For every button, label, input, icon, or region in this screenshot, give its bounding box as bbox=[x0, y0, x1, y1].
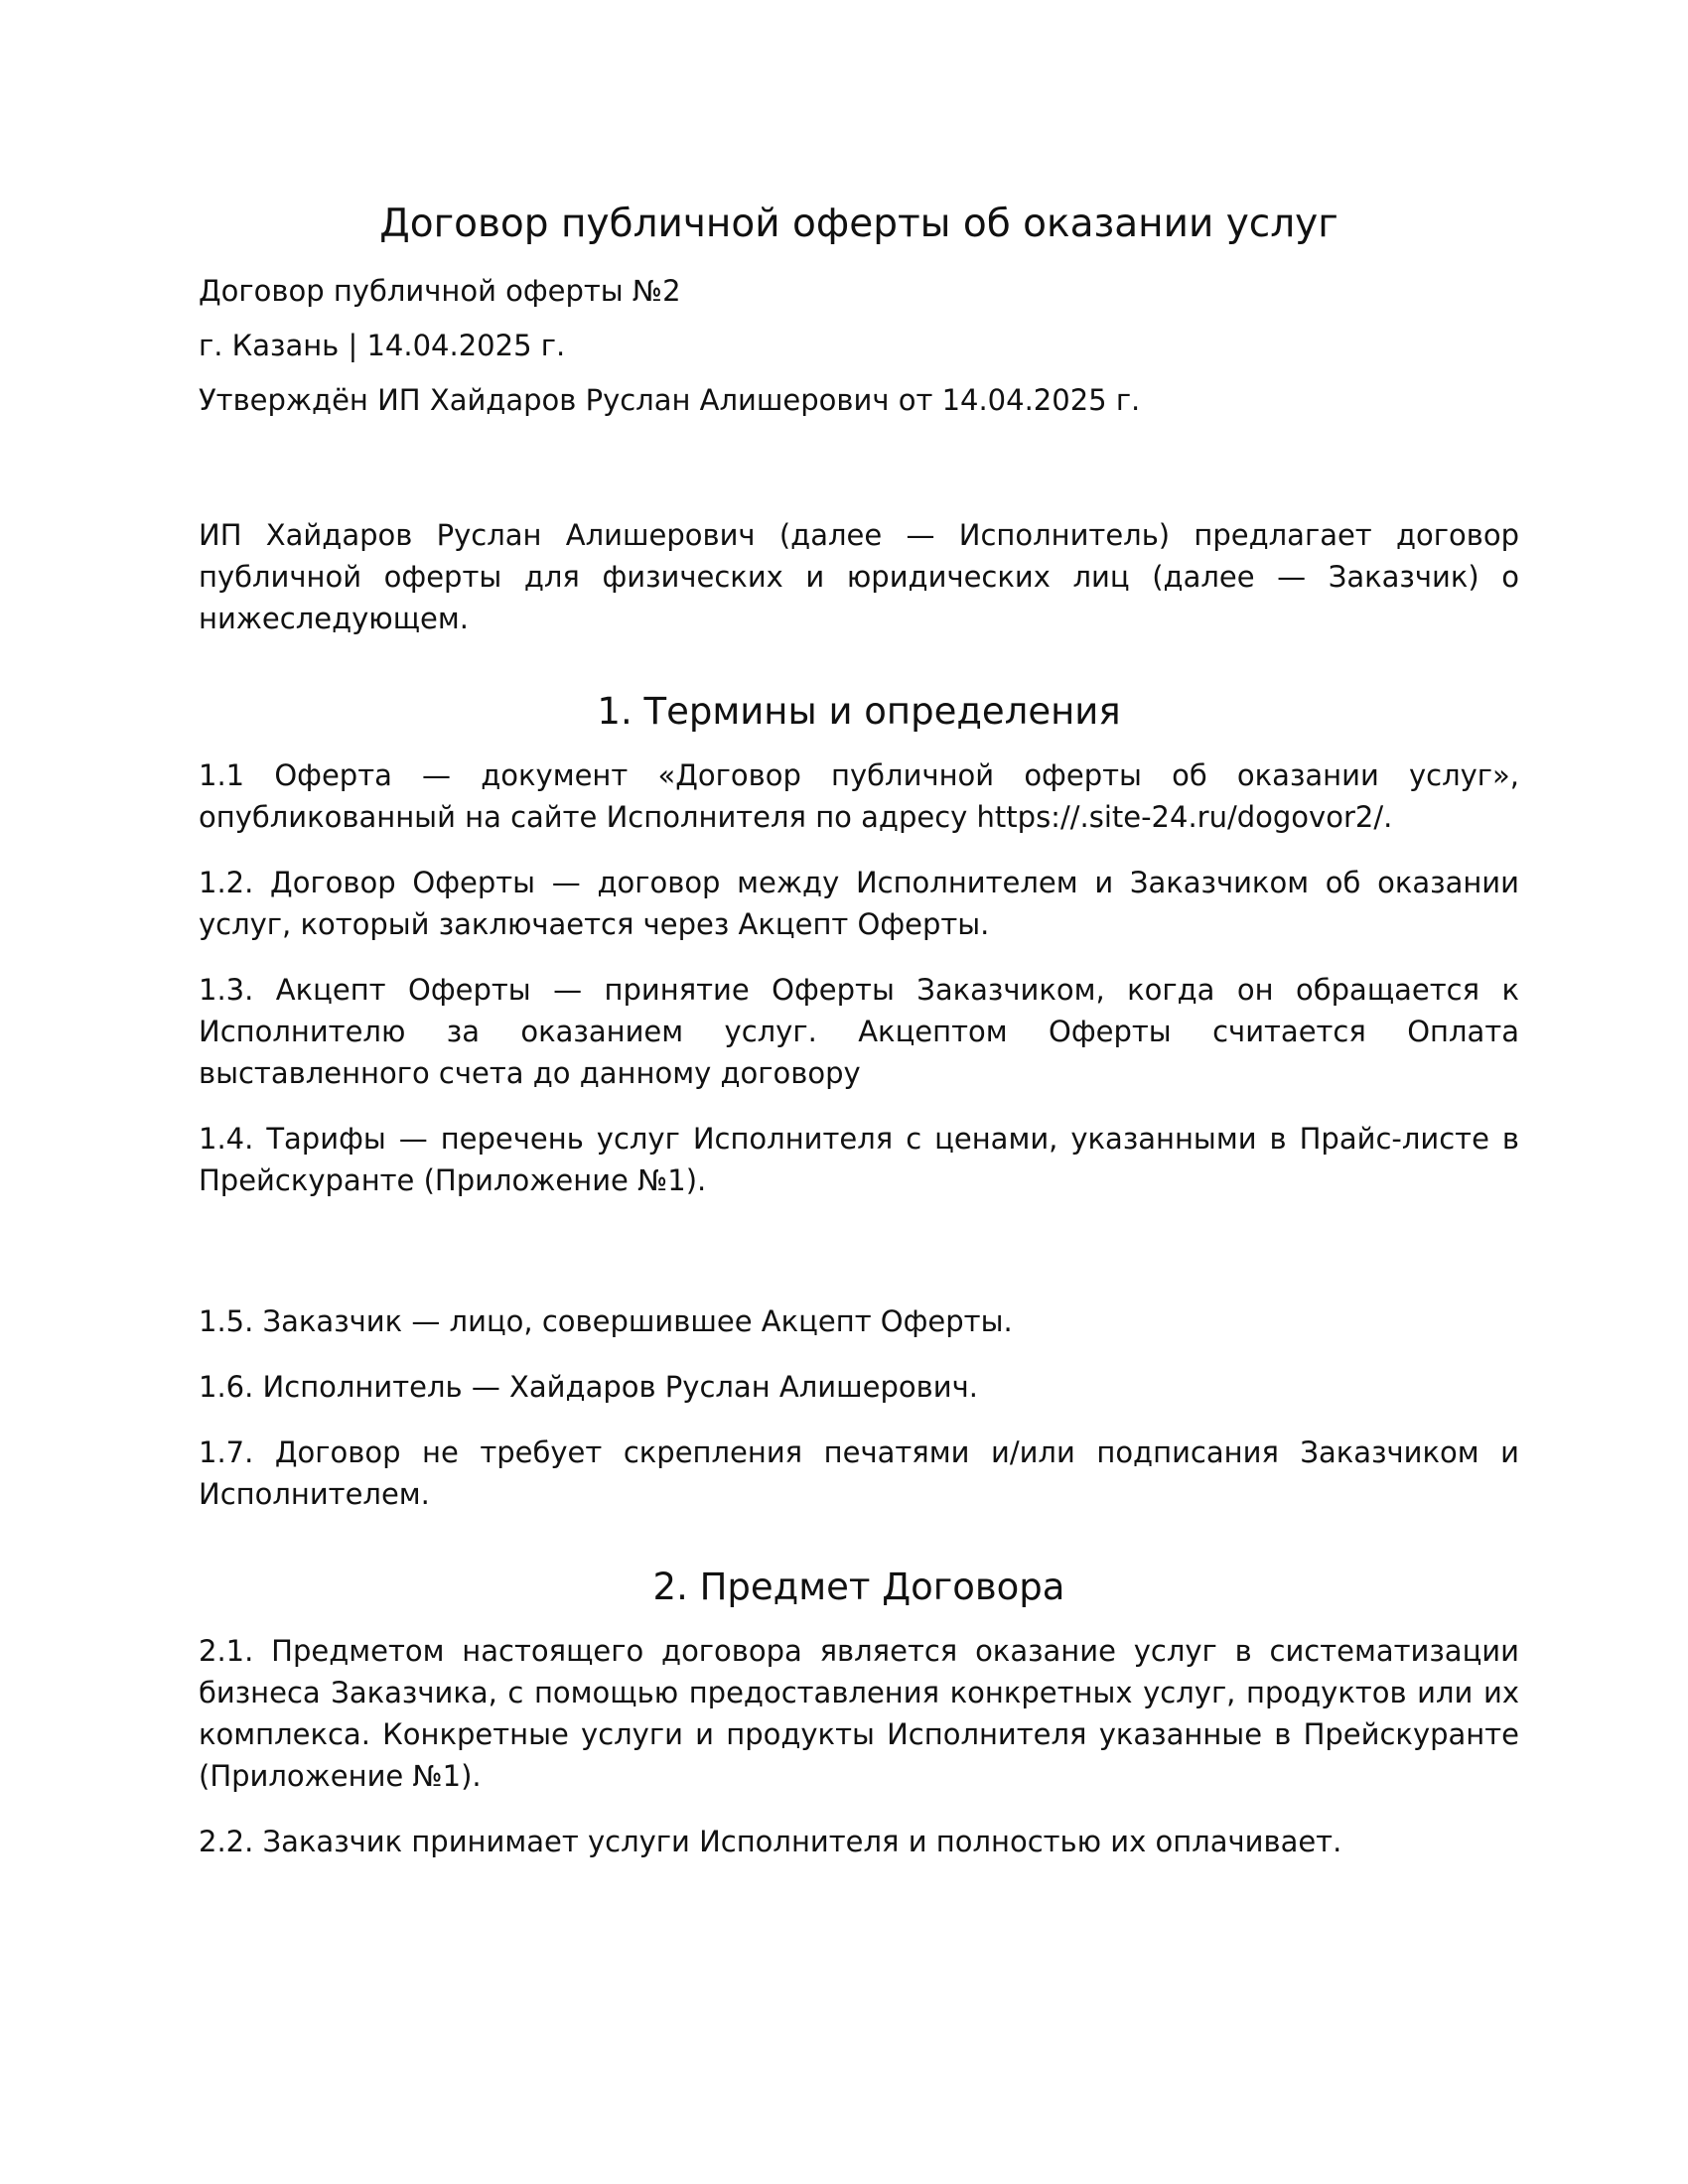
section-heading-terms: 1. Термины и определения bbox=[597, 690, 1121, 733]
document-title: Договор публичной оферты об оказании услуг bbox=[379, 202, 1338, 246]
clause-2-2: 2.2. Заказчик принимает услуги Исполнителя и полностью их оплачивает. bbox=[199, 1825, 1342, 1858]
place-and-date: г. Казань | 14.04.2025 г. bbox=[199, 329, 566, 362]
intro-paragraph: ИП Хайдаров Руслан Алишерович (далее — Исполнитель) предлагает договор публичной оферты для физических и юридических лиц (далее — Заказчик) о нижеследующем. bbox=[199, 518, 1519, 635]
clause-1-2: 1.2. Договор Оферты — договор между Исполнителем и Заказчиком об оказании услуг, который заключается через Акцепт Оферты. bbox=[199, 866, 1519, 941]
clause-1-4: 1.4. Тарифы — перечень услуг Исполнителя с ценами, указанными в Прайс-листе в Прейскуранте (Приложение №1). bbox=[199, 1122, 1519, 1197]
clause-1-6: 1.6. Исполнитель — Хайдаров Руслан Алишерович. bbox=[199, 1370, 978, 1404]
clause-1-3: 1.3. Акцепт Оферты — принятие Оферты Заказчиком, когда он обращается к Исполнителю за оказанием услуг. Акцептом Оферты считается Оплата выставленного счета до данному договору bbox=[199, 973, 1519, 1090]
contract-number: Договор публичной оферты №2 bbox=[199, 274, 681, 308]
clause-1-5: 1.5. Заказчик — лицо, совершившее Акцепт Оферты. bbox=[199, 1304, 1013, 1338]
section-heading-subject: 2. Предмет Договора bbox=[652, 1566, 1065, 1608]
clause-2-1: 2.1. Предметом настоящего договора является оказание услуг в систематизации бизнеса Заказчика, с помощью предоставления конкретных услуг, продуктов или их комплекса. Конкретные услуги и продукты Исполнителя указанные в Прейскуранте (Приложение №1). bbox=[199, 1634, 1519, 1793]
approval-line: Утверждён ИП Хайдаров Руслан Алишерович от 14.04.2025 г. bbox=[199, 383, 1141, 417]
document-content bbox=[199, 199, 1519, 1886]
clause-1-7: 1.7. Договор не требует скрепления печатями и/или подписания Заказчиком и Исполнителем. bbox=[199, 1435, 1519, 1511]
clause-1-1: 1.1 Оферта — документ «Договор публичной оферты об оказании услуг», опубликованный на сайте Исполнителя по адресу https://.site-24.ru/dogovor2/. bbox=[199, 758, 1519, 834]
